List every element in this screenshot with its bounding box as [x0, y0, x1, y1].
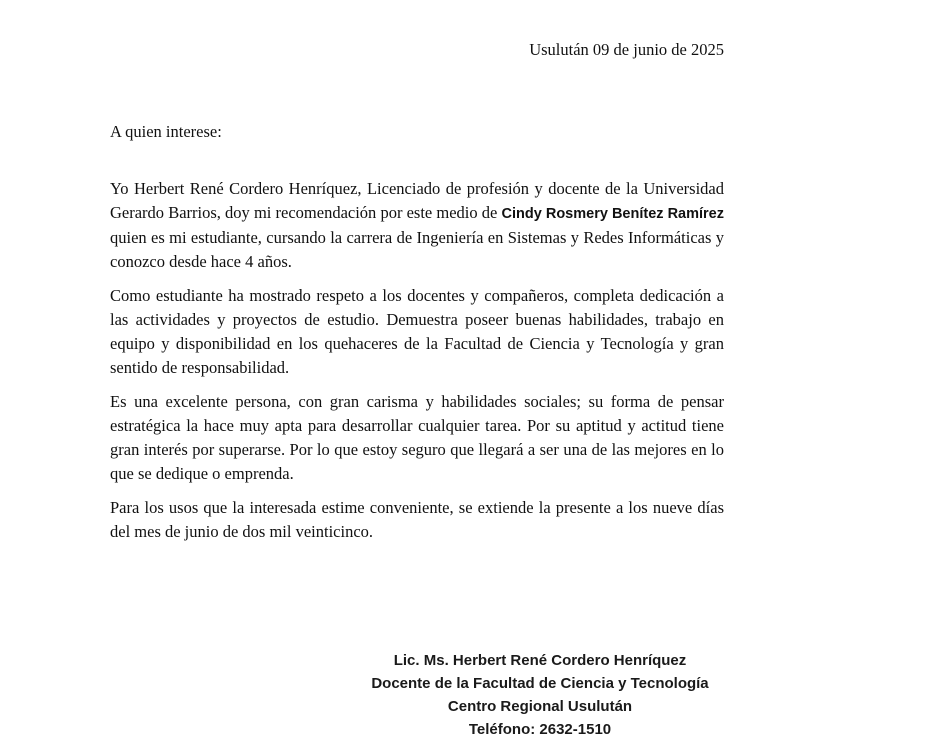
- signer-phone: Teléfono: 2632-1510: [468, 721, 612, 738]
- letter-salutation: A quien interese:: [110, 122, 222, 141]
- signer-name: Lic. Ms. Herbert René Cordero Henríquez: [393, 652, 687, 669]
- paragraph-introduction: [110, 177, 724, 274]
- letter-body: [110, 177, 724, 554]
- paragraph-introduction-start: Yo Herbert René Cordero Henríquez, Licenciado de profesión y docente de la Universidad Gerardo Barrios, doy mi recomendación por este medio de: [110, 179, 724, 222]
- letter-date: Usulután 09 de junio de 2025: [529, 40, 724, 59]
- paragraph-personal-qualities: Es una excelente persona, con gran carisma y habilidades sociales; su forma de pensar estratégica la hace muy apta para desarrollar cualquier tarea. Por su aptitud y actitud tiene gran interés por superarse. Por lo que estoy seguro que llegará a ser una de las mejores en lo que se dedique o emprenda.: [110, 392, 724, 483]
- signature-block: [320, 649, 760, 741]
- signer-position: Docente de la Facultad de Ciencia y Tecnología: [371, 675, 709, 692]
- signer-location: Centro Regional Usulután: [447, 698, 633, 715]
- paragraph-closing: Para los usos que la interesada estime conveniente, se extiende la presente a los nueve días del mes de junio de dos mil veinticinco.: [110, 498, 724, 541]
- paragraph-introduction-end: quien es mi estudiante, cursando la carrera de Ingeniería en Sistemas y Redes Informáticas y conozco desde hace 4 años.: [110, 228, 724, 271]
- student-name: Cindy Rosmery Benítez Ramírez: [501, 206, 724, 222]
- paragraph-student-qualities: Como estudiante ha mostrado respeto a los docentes y compañeros, completa dedicación a las actividades y proyectos de estudio. Demuestra poseer buenas habilidades, trabajo en equipo y disponibilidad en los quehaceres de la Facultad de Ciencia y Tecnología y gran sentido de responsabilidad.: [110, 286, 724, 377]
